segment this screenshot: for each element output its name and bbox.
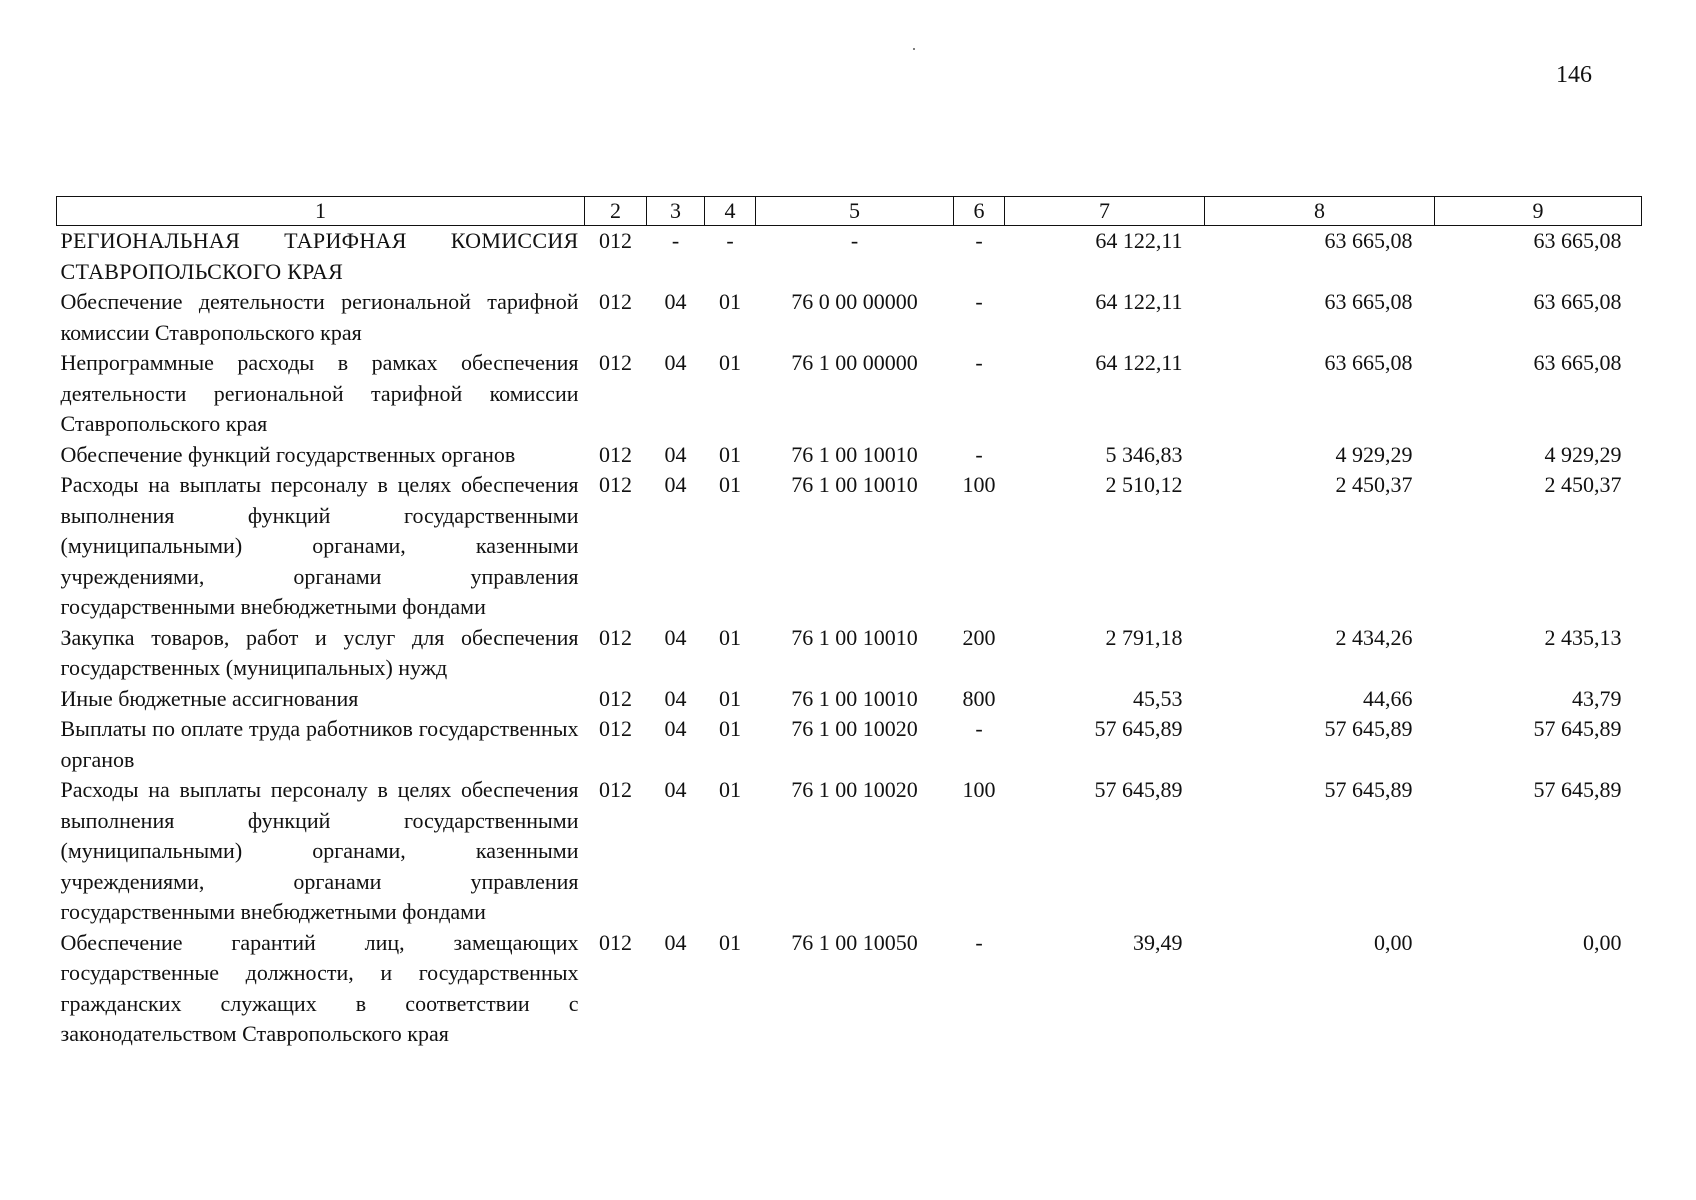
- row-code-4: 01: [719, 685, 741, 711]
- table-row: [57, 470, 1642, 623]
- row-code-6: -: [975, 929, 983, 955]
- row-code-6: 200: [962, 624, 996, 650]
- row-amount-9: 63 665,08: [1533, 350, 1622, 375]
- row-name: Расходы на выплаты персоналу в целях обеспечения выполнения функций государственными (муниципальными) органами, казенными учреждениями, органами управления государственными внебюджетными фондами: [60, 472, 579, 619]
- table-row: [57, 928, 1642, 1050]
- row-name: Расходы на выплаты персоналу в целях обеспечения выполнения функций государственными (муниципальными) органами, казенными учреждениями, органами управления государственными внебюджетными фондами: [60, 777, 579, 924]
- row-name: Выплаты по оплате труда работников государственных органов: [60, 716, 579, 772]
- row-code-3: 04: [664, 350, 687, 375]
- row-code-6: 800: [962, 685, 996, 711]
- row-code-3: 04: [664, 472, 687, 497]
- row-amount-8: 63 665,08: [1324, 289, 1413, 314]
- row-code-5: 76 0 00 00000: [791, 289, 918, 314]
- scan-speck: [913, 48, 915, 50]
- row-code-6: -: [975, 228, 983, 253]
- row-amount-9: 2 435,13: [1544, 624, 1622, 650]
- row-code-3: 04: [664, 685, 687, 711]
- row-code-3: 04: [664, 777, 687, 802]
- row-code-6: -: [975, 289, 983, 314]
- row-amount-8: 57 645,89: [1324, 716, 1413, 741]
- row-code-2: 012: [599, 350, 632, 375]
- row-code-6: 100: [962, 777, 996, 802]
- header-row: [57, 197, 1642, 226]
- row-code-2: 012: [599, 472, 632, 497]
- row-code-6: -: [975, 441, 983, 467]
- row-code-3: 04: [664, 716, 687, 741]
- row-code-4: 01: [719, 350, 741, 375]
- row-code-4: 01: [719, 777, 741, 802]
- row-code-5: 76 1 00 10020: [791, 777, 918, 802]
- header-col-6: 6: [954, 197, 1005, 226]
- row-code-3: 04: [664, 441, 687, 467]
- header-col-4: 4: [705, 197, 756, 226]
- row-name: Закупка товаров, работ и услуг для обеспечения государственных (муниципальных) нужд: [60, 624, 579, 680]
- row-amount-7: 2 791,18: [1105, 624, 1183, 650]
- table-row: [57, 440, 1642, 471]
- row-code-4: -: [726, 228, 734, 253]
- row-amount-7: 57 645,89: [1094, 777, 1183, 802]
- row-code-5: 76 1 00 10010: [791, 441, 918, 467]
- row-code-5: 76 1 00 10010: [791, 624, 918, 650]
- table-row: [57, 775, 1642, 928]
- row-code-5: 76 1 00 10020: [791, 716, 918, 741]
- budget-table: [56, 196, 1642, 1050]
- row-name: Обеспечение деятельности региональной тарифной комиссии Ставропольского края: [60, 289, 579, 345]
- row-name: Иные бюджетные ассигнования: [60, 685, 359, 711]
- row-code-3: 04: [664, 929, 687, 955]
- header-col-7: 7: [1005, 197, 1205, 226]
- row-amount-8: 0,00: [1374, 929, 1413, 955]
- row-amount-7: 39,49: [1133, 929, 1183, 955]
- row-code-2: 012: [599, 685, 632, 711]
- page-number: 146: [1556, 62, 1592, 88]
- row-code-4: 01: [719, 929, 741, 955]
- row-amount-8: 63 665,08: [1324, 350, 1413, 375]
- row-code-2: 012: [599, 228, 632, 253]
- table-row: [57, 226, 1642, 288]
- row-amount-9: 63 665,08: [1533, 289, 1622, 314]
- table-row: [57, 684, 1642, 715]
- row-amount-9: 2 450,37: [1544, 472, 1622, 497]
- table-row: [57, 623, 1642, 684]
- row-code-2: 012: [599, 929, 632, 955]
- row-code-4: 01: [719, 624, 741, 650]
- row-amount-7: 64 122,11: [1095, 350, 1183, 375]
- row-code-4: 01: [719, 716, 741, 741]
- row-amount-9: 43,79: [1572, 685, 1622, 711]
- header-col-9: 9: [1435, 197, 1642, 226]
- row-amount-8: 57 645,89: [1324, 777, 1413, 802]
- row-amount-8: 44,66: [1363, 685, 1413, 711]
- row-code-2: 012: [599, 716, 632, 741]
- row-amount-7: 45,53: [1133, 685, 1183, 711]
- header-col-8: 8: [1205, 197, 1435, 226]
- row-code-4: 01: [719, 289, 741, 314]
- row-code-4: 01: [719, 472, 741, 497]
- row-name: Непрограммные расходы в рамках обеспечения деятельности региональной тарифной комиссии Ставропольского края: [60, 350, 579, 436]
- row-code-5: 76 1 00 10010: [791, 472, 918, 497]
- row-amount-9: 57 645,89: [1533, 716, 1622, 741]
- table-row: [57, 714, 1642, 775]
- table-body: [57, 226, 1642, 1050]
- row-code-4: 01: [719, 441, 741, 467]
- row-code-3: -: [671, 228, 680, 253]
- row-amount-7: 2 510,12: [1105, 472, 1183, 497]
- row-amount-9: 0,00: [1583, 929, 1622, 955]
- row-code-6: 100: [962, 472, 996, 497]
- row-code-2: 012: [599, 441, 632, 467]
- table-header: [57, 197, 1642, 226]
- row-code-5: 76 1 00 10010: [791, 685, 918, 711]
- row-amount-8: 2 434,26: [1335, 624, 1413, 650]
- row-amount-7: 5 346,83: [1105, 441, 1183, 467]
- row-code-6: -: [975, 716, 983, 741]
- row-amount-7: 64 122,11: [1095, 228, 1183, 253]
- row-amount-8: 4 929,29: [1335, 441, 1413, 467]
- table-row: [57, 348, 1642, 440]
- row-code-3: 04: [664, 289, 687, 314]
- row-amount-9: 63 665,08: [1533, 228, 1622, 253]
- row-code-5: 76 1 00 10050: [791, 929, 918, 955]
- row-name: Обеспечение функций государственных органов: [60, 441, 516, 467]
- row-code-5: -: [850, 228, 859, 253]
- row-amount-7: 64 122,11: [1095, 289, 1183, 314]
- header-col-1: 1: [57, 197, 585, 226]
- row-amount-8: 2 450,37: [1335, 472, 1413, 497]
- row-amount-8: 63 665,08: [1324, 228, 1413, 253]
- row-code-2: 012: [599, 777, 632, 802]
- row-amount-9: 4 929,29: [1544, 441, 1622, 467]
- row-amount-9: 57 645,89: [1533, 777, 1622, 802]
- row-name: Обеспечение гарантий лиц, замещающих государственные должности, и государственных гражданских служащих в соответствии с законодательством Ставропольского края: [60, 929, 579, 1046]
- table-row: [57, 287, 1642, 348]
- header-col-3: 3: [647, 197, 705, 226]
- row-code-2: 012: [599, 289, 632, 314]
- row-code-2: 012: [599, 624, 632, 650]
- row-amount-7: 57 645,89: [1094, 716, 1183, 741]
- header-col-2: 2: [585, 197, 647, 226]
- row-code-3: 04: [664, 624, 687, 650]
- row-name: РЕГИОНАЛЬНАЯ ТАРИФНАЯ КОМИССИЯ СТАВРОПОЛЬСКОГО КРАЯ: [60, 228, 579, 284]
- row-code-6: -: [975, 350, 983, 375]
- header-col-5: 5: [756, 197, 954, 226]
- row-code-5: 76 1 00 00000: [791, 350, 918, 375]
